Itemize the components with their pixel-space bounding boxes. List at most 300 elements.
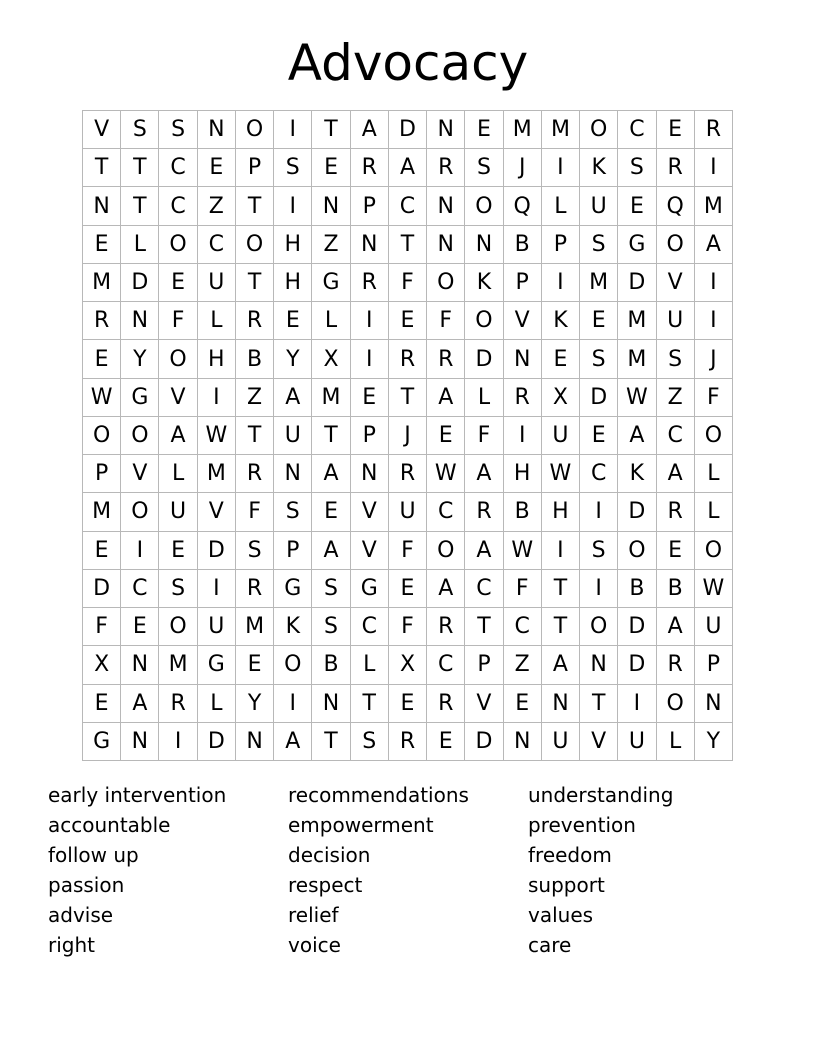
grid-cell: L bbox=[159, 455, 197, 493]
grid-cell: O bbox=[236, 226, 274, 264]
grid-cell: F bbox=[236, 493, 274, 531]
grid-cell: M bbox=[618, 302, 656, 340]
grid-cell: S bbox=[465, 149, 503, 187]
grid-cell: B bbox=[504, 226, 542, 264]
grid-cell: I bbox=[580, 493, 618, 531]
grid-cell: S bbox=[580, 340, 618, 378]
grid-cell: S bbox=[236, 532, 274, 570]
grid-cell: A bbox=[657, 455, 695, 493]
grid-cell: A bbox=[312, 532, 350, 570]
grid-cell: F bbox=[465, 417, 503, 455]
grid-cell: M bbox=[618, 340, 656, 378]
grid-cell: I bbox=[274, 187, 312, 225]
grid-cell: N bbox=[351, 455, 389, 493]
grid-cell: E bbox=[504, 685, 542, 723]
grid-cell: V bbox=[159, 379, 197, 417]
grid-cell: N bbox=[351, 226, 389, 264]
grid-cell: Y bbox=[121, 340, 159, 378]
grid-cell: U bbox=[657, 302, 695, 340]
grid-cell: S bbox=[274, 149, 312, 187]
grid-cell: W bbox=[542, 455, 580, 493]
grid-cell: K bbox=[618, 455, 656, 493]
grid-cell: L bbox=[657, 723, 695, 761]
grid-cell: O bbox=[657, 685, 695, 723]
grid-cell: V bbox=[351, 493, 389, 531]
grid-cell: R bbox=[351, 264, 389, 302]
grid-cell: E bbox=[427, 723, 465, 761]
grid-cell: S bbox=[121, 111, 159, 149]
grid-cell: W bbox=[83, 379, 121, 417]
grid-cell: F bbox=[389, 264, 427, 302]
grid-cell: B bbox=[312, 646, 350, 684]
word-list-item: respect bbox=[288, 873, 363, 897]
word-list-item: support bbox=[528, 873, 605, 897]
grid-cell: L bbox=[695, 493, 733, 531]
grid-cell: N bbox=[580, 646, 618, 684]
grid-cell: X bbox=[312, 340, 350, 378]
grid-cell: R bbox=[236, 455, 274, 493]
grid-cell: C bbox=[159, 187, 197, 225]
grid-cell: N bbox=[274, 455, 312, 493]
grid-cell: D bbox=[618, 646, 656, 684]
grid-cell: E bbox=[427, 417, 465, 455]
grid-cell: D bbox=[121, 264, 159, 302]
grid-cell: C bbox=[351, 608, 389, 646]
grid-cell: O bbox=[159, 608, 197, 646]
grid-cell: F bbox=[389, 608, 427, 646]
grid-cell: V bbox=[504, 302, 542, 340]
grid-cell: E bbox=[83, 532, 121, 570]
grid-cell: O bbox=[83, 417, 121, 455]
grid-cell: I bbox=[351, 340, 389, 378]
grid-cell: D bbox=[618, 493, 656, 531]
grid-cell: R bbox=[236, 302, 274, 340]
grid-cell: M bbox=[83, 264, 121, 302]
grid-cell: R bbox=[504, 379, 542, 417]
grid-cell: N bbox=[236, 723, 274, 761]
grid-cell: W bbox=[198, 417, 236, 455]
grid-cell: L bbox=[465, 379, 503, 417]
grid-cell: C bbox=[389, 187, 427, 225]
grid-cell: C bbox=[465, 570, 503, 608]
grid-cell: K bbox=[580, 149, 618, 187]
grid-cell: A bbox=[695, 226, 733, 264]
grid-cell: R bbox=[389, 455, 427, 493]
word-list-item: advise bbox=[48, 903, 114, 927]
grid-cell: C bbox=[427, 646, 465, 684]
grid-cell: O bbox=[159, 340, 197, 378]
page-title: Advocacy bbox=[287, 34, 529, 92]
grid-cell: U bbox=[198, 608, 236, 646]
grid-cell: T bbox=[236, 187, 274, 225]
word-list-item: follow up bbox=[48, 843, 139, 867]
grid-cell: S bbox=[657, 340, 695, 378]
grid-cell: H bbox=[274, 226, 312, 264]
grid-cell: O bbox=[121, 417, 159, 455]
grid-cell: T bbox=[236, 417, 274, 455]
grid-cell: N bbox=[427, 111, 465, 149]
grid-cell: E bbox=[389, 570, 427, 608]
grid-cell: V bbox=[351, 532, 389, 570]
grid-cell: T bbox=[121, 187, 159, 225]
grid-cell: R bbox=[236, 570, 274, 608]
grid-cell: K bbox=[465, 264, 503, 302]
grid-cell: N bbox=[695, 685, 733, 723]
grid-cell: O bbox=[427, 264, 465, 302]
grid-cell: C bbox=[198, 226, 236, 264]
grid-cell: R bbox=[389, 723, 427, 761]
grid-cell: Z bbox=[657, 379, 695, 417]
grid-cell: E bbox=[542, 340, 580, 378]
grid-cell: N bbox=[427, 187, 465, 225]
grid-cell: D bbox=[618, 264, 656, 302]
grid-cell: L bbox=[121, 226, 159, 264]
grid-cell: F bbox=[427, 302, 465, 340]
grid-cell: F bbox=[389, 532, 427, 570]
grid-cell: Y bbox=[236, 685, 274, 723]
grid-cell: E bbox=[83, 340, 121, 378]
grid-cell: N bbox=[504, 340, 542, 378]
grid-cell: E bbox=[159, 264, 197, 302]
grid-cell: P bbox=[274, 532, 312, 570]
grid-cell: E bbox=[389, 302, 427, 340]
grid-cell: K bbox=[274, 608, 312, 646]
grid-cell: D bbox=[83, 570, 121, 608]
grid-cell: N bbox=[542, 685, 580, 723]
grid-cell: S bbox=[274, 493, 312, 531]
grid-cell: O bbox=[159, 226, 197, 264]
grid-cell: P bbox=[542, 226, 580, 264]
grid-cell: U bbox=[542, 417, 580, 455]
grid-cell: N bbox=[121, 723, 159, 761]
grid-cell: O bbox=[618, 532, 656, 570]
grid-cell: Z bbox=[312, 226, 350, 264]
grid-cell: L bbox=[542, 187, 580, 225]
grid-cell: V bbox=[465, 685, 503, 723]
grid-cell: R bbox=[657, 493, 695, 531]
grid-cell: E bbox=[312, 149, 350, 187]
grid-cell: Y bbox=[695, 723, 733, 761]
grid-cell: R bbox=[465, 493, 503, 531]
grid-cell: H bbox=[542, 493, 580, 531]
grid-cell: A bbox=[274, 723, 312, 761]
grid-cell: E bbox=[121, 608, 159, 646]
grid-cell: S bbox=[618, 149, 656, 187]
grid-cell: V bbox=[657, 264, 695, 302]
grid-cell: L bbox=[312, 302, 350, 340]
grid-cell: N bbox=[121, 646, 159, 684]
grid-cell: N bbox=[198, 111, 236, 149]
grid-cell: O bbox=[121, 493, 159, 531]
grid-cell: T bbox=[389, 379, 427, 417]
grid-cell: C bbox=[580, 455, 618, 493]
grid-cell: X bbox=[542, 379, 580, 417]
grid-cell: N bbox=[83, 187, 121, 225]
grid-cell: R bbox=[657, 149, 695, 187]
grid-cell: M bbox=[695, 187, 733, 225]
grid-cell: R bbox=[389, 340, 427, 378]
grid-cell: K bbox=[542, 302, 580, 340]
grid-cell: I bbox=[198, 379, 236, 417]
grid-cell: O bbox=[657, 226, 695, 264]
grid-cell: Y bbox=[274, 340, 312, 378]
word-list-item: freedom bbox=[528, 843, 612, 867]
grid-cell: T bbox=[312, 111, 350, 149]
grid-cell: W bbox=[427, 455, 465, 493]
grid-cell: Z bbox=[236, 379, 274, 417]
grid-cell: I bbox=[695, 264, 733, 302]
word-list-item: passion bbox=[48, 873, 125, 897]
grid-cell: D bbox=[389, 111, 427, 149]
grid-cell: P bbox=[236, 149, 274, 187]
grid-cell: A bbox=[657, 608, 695, 646]
grid-cell: O bbox=[580, 608, 618, 646]
grid-cell: H bbox=[198, 340, 236, 378]
grid-cell: R bbox=[83, 302, 121, 340]
grid-cell: N bbox=[427, 226, 465, 264]
grid-cell: U bbox=[159, 493, 197, 531]
grid-cell: V bbox=[83, 111, 121, 149]
grid-cell: R bbox=[427, 608, 465, 646]
grid-cell: C bbox=[427, 493, 465, 531]
grid-cell: T bbox=[312, 417, 350, 455]
grid-cell: M bbox=[159, 646, 197, 684]
letter-grid bbox=[82, 110, 733, 761]
grid-cell: C bbox=[657, 417, 695, 455]
grid-cell: T bbox=[312, 723, 350, 761]
grid-cell: R bbox=[351, 149, 389, 187]
word-list-item: empowerment bbox=[288, 813, 434, 837]
grid-cell: E bbox=[465, 111, 503, 149]
grid-cell: E bbox=[351, 379, 389, 417]
grid-cell: S bbox=[580, 532, 618, 570]
grid-cell: A bbox=[465, 455, 503, 493]
grid-cell: I bbox=[542, 149, 580, 187]
grid-cell: V bbox=[121, 455, 159, 493]
grid-cell: D bbox=[465, 723, 503, 761]
grid-cell: N bbox=[312, 685, 350, 723]
grid-cell: I bbox=[504, 417, 542, 455]
grid-cell: T bbox=[580, 685, 618, 723]
word-list-item: decision bbox=[288, 843, 371, 867]
grid-cell: B bbox=[504, 493, 542, 531]
grid-cell: G bbox=[198, 646, 236, 684]
grid-cell: I bbox=[695, 302, 733, 340]
grid-cell: E bbox=[580, 417, 618, 455]
grid-cell: I bbox=[121, 532, 159, 570]
grid-cell: N bbox=[504, 723, 542, 761]
word-list-item: care bbox=[528, 933, 572, 957]
grid-cell: A bbox=[618, 417, 656, 455]
grid-cell: A bbox=[274, 379, 312, 417]
grid-cell: O bbox=[465, 302, 503, 340]
grid-cell: T bbox=[542, 608, 580, 646]
grid-cell: M bbox=[83, 493, 121, 531]
grid-cell: P bbox=[83, 455, 121, 493]
grid-cell: A bbox=[121, 685, 159, 723]
grid-cell: L bbox=[198, 685, 236, 723]
grid-cell: I bbox=[274, 111, 312, 149]
grid-cell: A bbox=[312, 455, 350, 493]
grid-cell: S bbox=[351, 723, 389, 761]
grid-cell: W bbox=[504, 532, 542, 570]
word-list-item: right bbox=[48, 933, 95, 957]
grid-cell: L bbox=[695, 455, 733, 493]
grid-cell: E bbox=[83, 226, 121, 264]
grid-cell: R bbox=[427, 149, 465, 187]
grid-cell: C bbox=[121, 570, 159, 608]
grid-cell: G bbox=[83, 723, 121, 761]
grid-cell: G bbox=[312, 264, 350, 302]
grid-cell: E bbox=[159, 532, 197, 570]
grid-cell: T bbox=[465, 608, 503, 646]
grid-cell: E bbox=[389, 685, 427, 723]
grid-cell: T bbox=[121, 149, 159, 187]
grid-cell: E bbox=[236, 646, 274, 684]
grid-cell: I bbox=[198, 570, 236, 608]
grid-cell: L bbox=[351, 646, 389, 684]
grid-cell: E bbox=[83, 685, 121, 723]
grid-cell: M bbox=[236, 608, 274, 646]
grid-cell: T bbox=[389, 226, 427, 264]
grid-cell: O bbox=[274, 646, 312, 684]
grid-cell: W bbox=[695, 570, 733, 608]
grid-cell: P bbox=[504, 264, 542, 302]
grid-cell: I bbox=[274, 685, 312, 723]
grid-cell: I bbox=[542, 264, 580, 302]
word-list bbox=[48, 781, 768, 961]
grid-cell: E bbox=[657, 532, 695, 570]
grid-cell: B bbox=[618, 570, 656, 608]
grid-cell: G bbox=[351, 570, 389, 608]
grid-cell: O bbox=[695, 417, 733, 455]
grid-cell: U bbox=[198, 264, 236, 302]
grid-cell: A bbox=[351, 111, 389, 149]
grid-cell: S bbox=[312, 570, 350, 608]
grid-cell: T bbox=[351, 685, 389, 723]
grid-cell: A bbox=[427, 570, 465, 608]
grid-cell: I bbox=[695, 149, 733, 187]
grid-cell: W bbox=[618, 379, 656, 417]
grid-cell: P bbox=[351, 187, 389, 225]
grid-cell: F bbox=[159, 302, 197, 340]
grid-cell: F bbox=[504, 570, 542, 608]
grid-cell: R bbox=[657, 646, 695, 684]
grid-cell: I bbox=[618, 685, 656, 723]
grid-cell: E bbox=[657, 111, 695, 149]
grid-cell: A bbox=[542, 646, 580, 684]
grid-cell: O bbox=[580, 111, 618, 149]
grid-cell: M bbox=[504, 111, 542, 149]
grid-cell: D bbox=[618, 608, 656, 646]
grid-cell: U bbox=[542, 723, 580, 761]
grid-cell: V bbox=[580, 723, 618, 761]
grid-cell: G bbox=[274, 570, 312, 608]
grid-cell: C bbox=[618, 111, 656, 149]
grid-cell: A bbox=[389, 149, 427, 187]
grid-cell: Z bbox=[504, 646, 542, 684]
grid-cell: U bbox=[580, 187, 618, 225]
grid-cell: T bbox=[236, 264, 274, 302]
grid-cell: V bbox=[198, 493, 236, 531]
grid-cell: I bbox=[159, 723, 197, 761]
grid-cell: E bbox=[198, 149, 236, 187]
word-list-item: values bbox=[528, 903, 594, 927]
grid-cell: D bbox=[198, 723, 236, 761]
grid-cell: M bbox=[580, 264, 618, 302]
grid-cell: A bbox=[159, 417, 197, 455]
grid-cell: F bbox=[695, 379, 733, 417]
grid-cell: U bbox=[389, 493, 427, 531]
grid-cell: D bbox=[465, 340, 503, 378]
grid-cell: P bbox=[351, 417, 389, 455]
grid-cell: S bbox=[312, 608, 350, 646]
grid-cell: C bbox=[504, 608, 542, 646]
grid-cell: J bbox=[389, 417, 427, 455]
word-list-item: early intervention bbox=[48, 783, 227, 807]
word-list-item: voice bbox=[288, 933, 341, 957]
word-list-item: understanding bbox=[528, 783, 674, 807]
grid-cell: I bbox=[542, 532, 580, 570]
grid-cell: L bbox=[198, 302, 236, 340]
grid-cell: M bbox=[198, 455, 236, 493]
grid-cell: G bbox=[618, 226, 656, 264]
grid-cell: J bbox=[504, 149, 542, 187]
grid-cell: A bbox=[427, 379, 465, 417]
grid-cell: N bbox=[465, 226, 503, 264]
grid-cell: I bbox=[580, 570, 618, 608]
word-list-item: recommendations bbox=[288, 783, 469, 807]
grid-cell: U bbox=[274, 417, 312, 455]
grid-cell: G bbox=[121, 379, 159, 417]
grid-cell: M bbox=[312, 379, 350, 417]
grid-cell: R bbox=[427, 685, 465, 723]
grid-cell: O bbox=[465, 187, 503, 225]
grid-cell: B bbox=[236, 340, 274, 378]
grid-cell: C bbox=[159, 149, 197, 187]
grid-cell: P bbox=[695, 646, 733, 684]
grid-cell: X bbox=[389, 646, 427, 684]
grid-cell: Q bbox=[657, 187, 695, 225]
grid-cell: O bbox=[236, 111, 274, 149]
grid-cell: E bbox=[580, 302, 618, 340]
grid-cell: T bbox=[83, 149, 121, 187]
grid-cell: E bbox=[274, 302, 312, 340]
grid-cell: X bbox=[83, 646, 121, 684]
grid-cell: F bbox=[83, 608, 121, 646]
grid-cell: E bbox=[312, 493, 350, 531]
grid-cell: O bbox=[695, 532, 733, 570]
grid-cell: I bbox=[351, 302, 389, 340]
grid-cell: D bbox=[580, 379, 618, 417]
grid-cell: H bbox=[504, 455, 542, 493]
grid-cell: S bbox=[159, 570, 197, 608]
grid-cell: H bbox=[274, 264, 312, 302]
grid-cell: O bbox=[427, 532, 465, 570]
grid-cell: U bbox=[618, 723, 656, 761]
grid-cell: N bbox=[312, 187, 350, 225]
word-list-item: accountable bbox=[48, 813, 171, 837]
grid-cell: R bbox=[159, 685, 197, 723]
grid-cell: D bbox=[198, 532, 236, 570]
grid-cell: R bbox=[427, 340, 465, 378]
grid-cell: M bbox=[542, 111, 580, 149]
grid-cell: U bbox=[695, 608, 733, 646]
grid-cell: T bbox=[542, 570, 580, 608]
word-list-item: relief bbox=[288, 903, 339, 927]
grid-cell: Q bbox=[504, 187, 542, 225]
grid-cell: S bbox=[580, 226, 618, 264]
